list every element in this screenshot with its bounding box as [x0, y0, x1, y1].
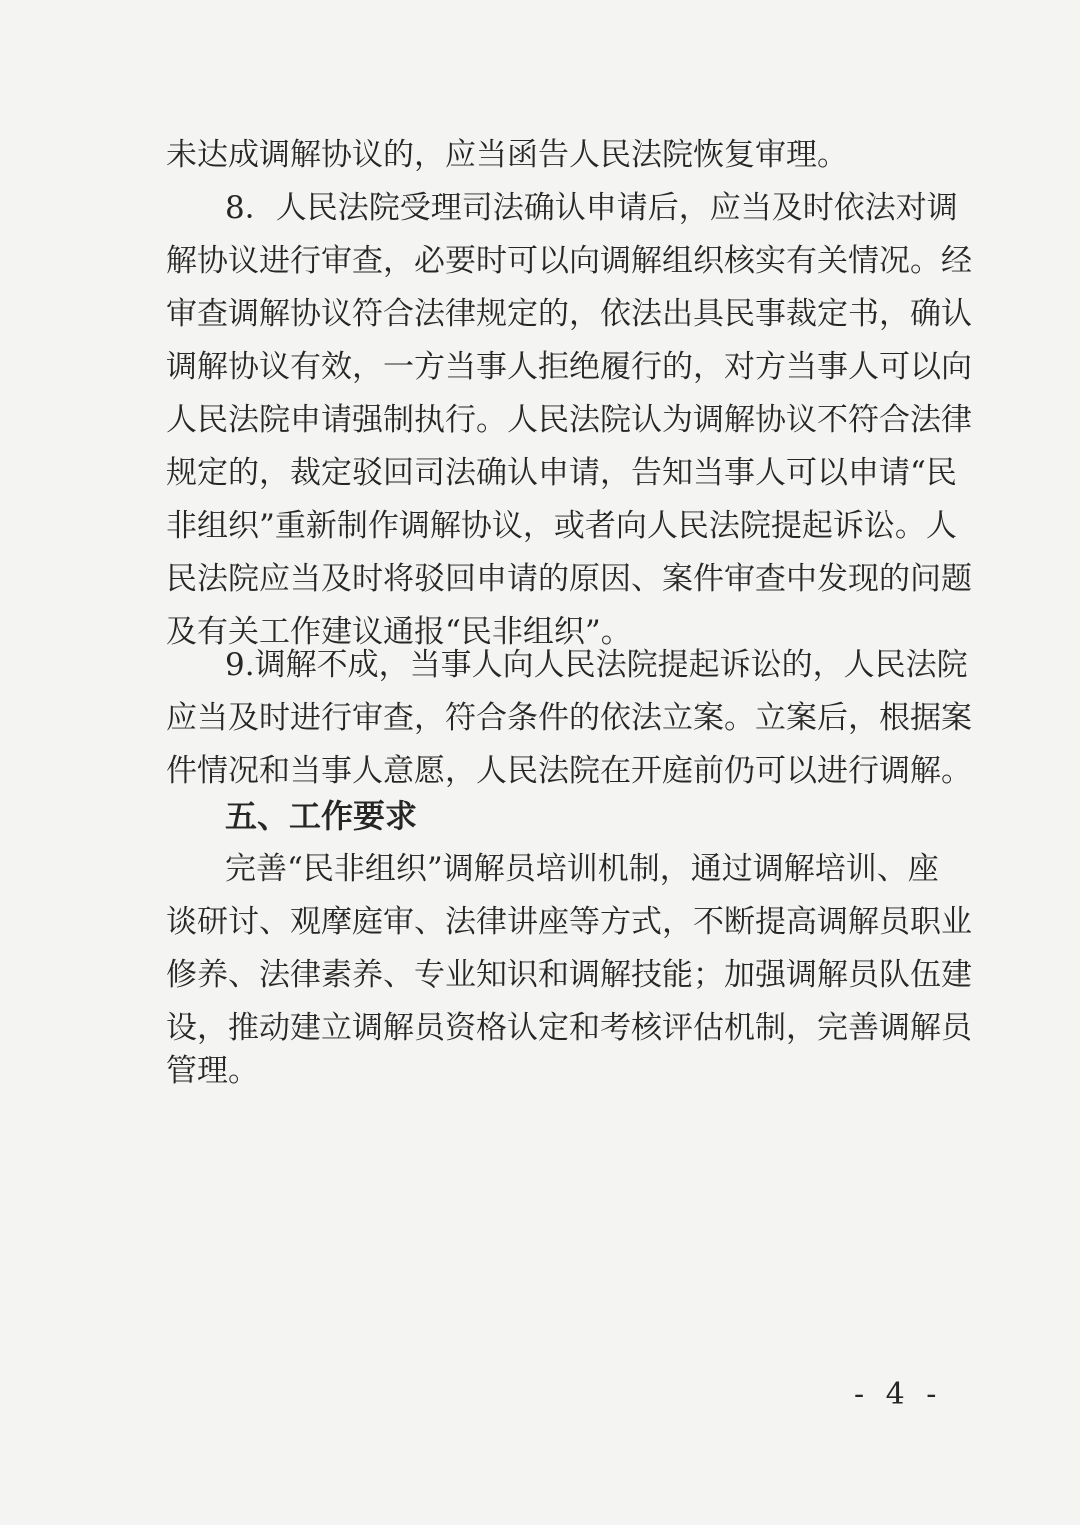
line-text: 人民法院申请强制执行。人民法院认为调解协议不符合法律 [166, 402, 972, 438]
line-text: 修养、法律素养、专业知识和调解技能；加强调解员队伍建 [166, 957, 972, 993]
body-line [0, 287, 1080, 341]
line-text: 8．人民法院受理司法确认申请后，应当及时依法对调 [225, 190, 958, 226]
body-line [0, 128, 1080, 182]
line-text: 9.调解不成，当事人向人民法院提起诉讼的，人民法院 [225, 647, 968, 683]
line-text: 及有关工作建议通报“民非组织”。 [166, 614, 632, 650]
body-line [0, 446, 1080, 500]
body-line [0, 948, 1080, 1002]
body-line [0, 638, 1080, 692]
body-line [0, 181, 1080, 235]
line-text: 管理。 [166, 1053, 259, 1089]
line-text: 未达成调解协议的，应当函告人民法院恢复审理。 [166, 137, 848, 173]
body-line [0, 691, 1080, 745]
line-text: 民法院应当及时将驳回申请的原因、案件审查中发现的问题 [166, 561, 972, 597]
line-text: 完善“民非组织”调解员培训机制，通过调解培训、座 [225, 851, 939, 887]
body-line [0, 842, 1080, 896]
line-text: 规定的，裁定驳回司法确认申请，告知当事人可以申请“民 [166, 455, 957, 491]
line-text: 调解协议有效，一方当事人拒绝履行的，对方当事人可以向 [166, 349, 972, 385]
section-heading [0, 789, 1080, 843]
body-line [0, 552, 1080, 606]
body-line [0, 895, 1080, 949]
line-text: 设，推动建立调解员资格认定和考核评估机制，完善调解员 [166, 1010, 972, 1046]
line-text: 谈研讨、观摩庭审、法律讲座等方式，不断提高调解员职业 [166, 904, 972, 940]
heading-text: 五、工作要求 [225, 797, 418, 835]
line-text: 解协议进行审查，必要时可以向调解组织核实有关情况。经 [166, 243, 972, 279]
page-number: - 4 - [854, 1377, 943, 1412]
body-line [0, 1044, 1080, 1098]
line-text: 非组织”重新制作调解协议，或者向人民法院提起诉讼。人 [166, 508, 957, 544]
body-line [0, 340, 1080, 394]
line-text: 件情况和当事人意愿，人民法院在开庭前仍可以进行调解。 [166, 753, 972, 789]
body-line [0, 393, 1080, 447]
line-text: 应当及时进行审查，符合条件的依法立案。立案后，根据案 [166, 700, 972, 736]
line-text: 审查调解协议符合法律规定的，依法出具民事裁定书，确认 [166, 296, 972, 332]
body-line [0, 499, 1080, 553]
body-line [0, 234, 1080, 288]
